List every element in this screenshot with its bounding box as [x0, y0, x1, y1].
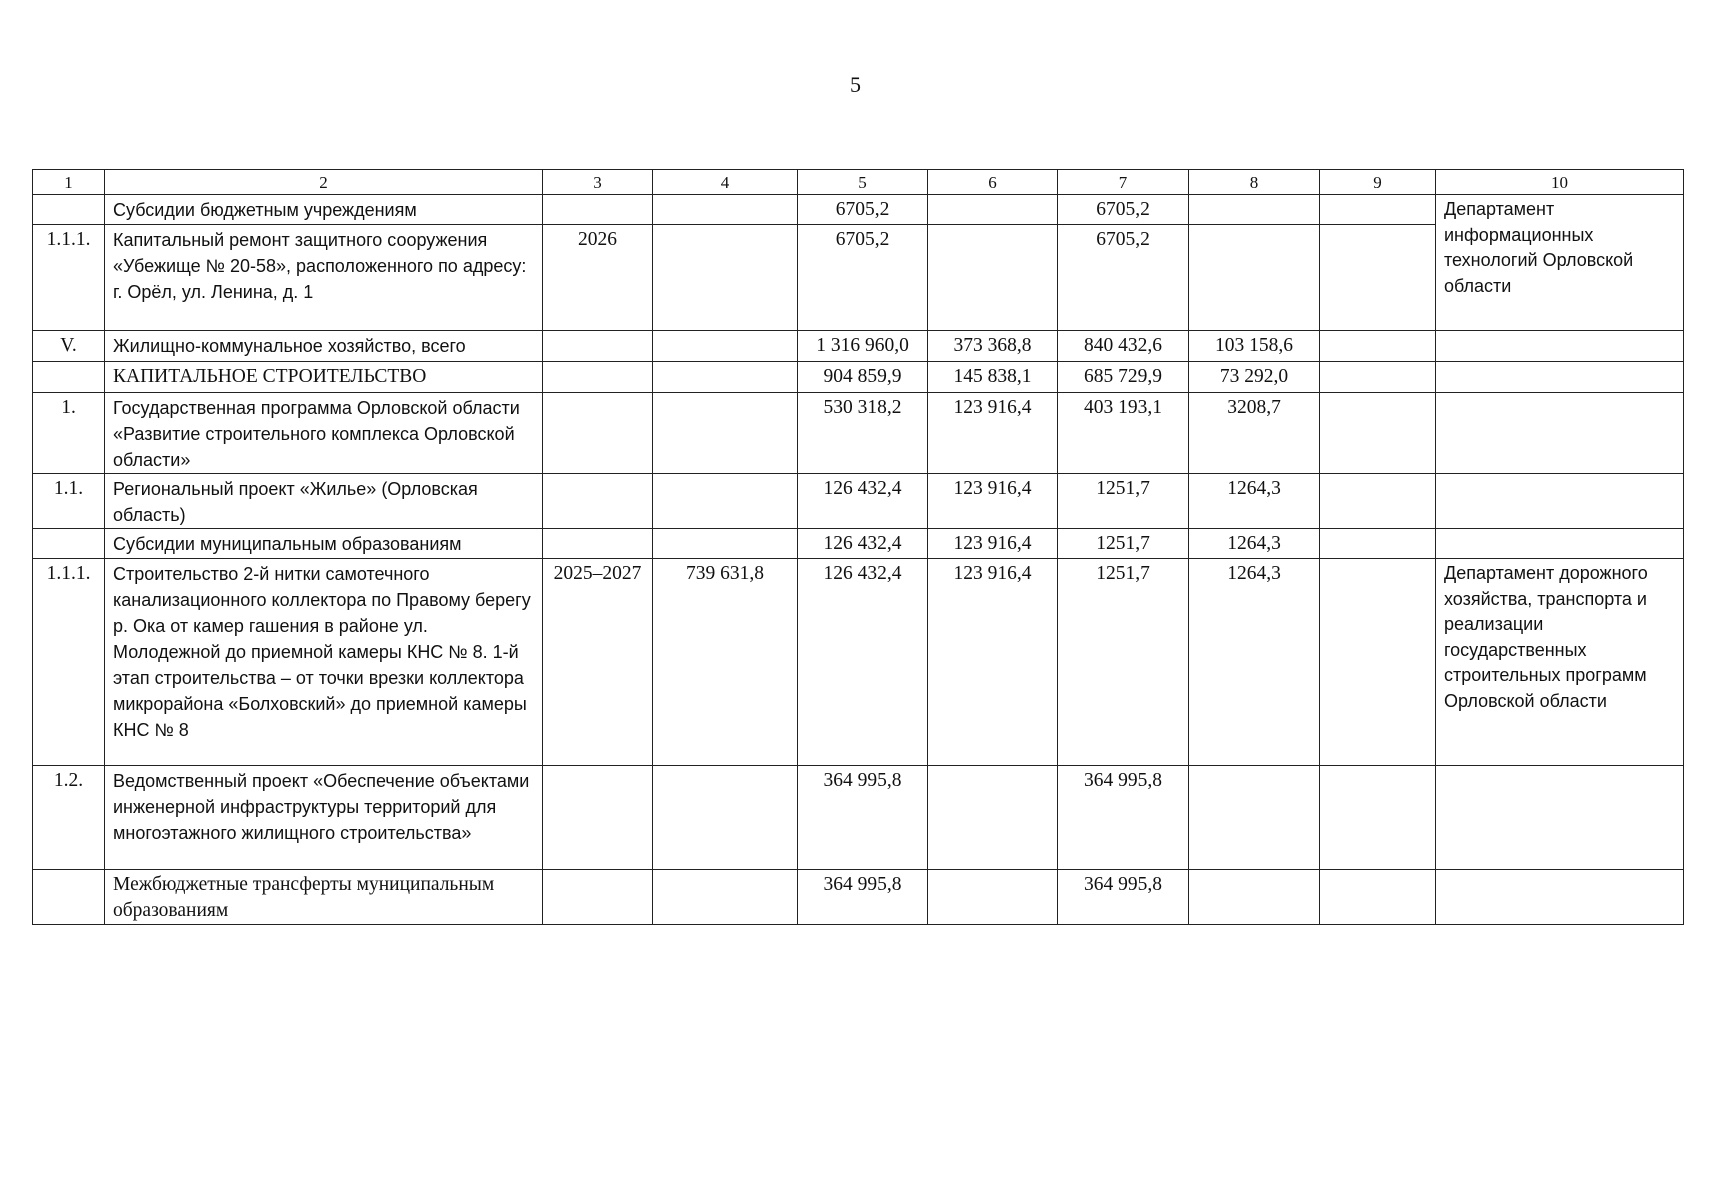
row-col9: [1320, 331, 1436, 362]
responsible-department: [1436, 331, 1684, 362]
row-years: [543, 195, 653, 225]
row-col4: [653, 362, 798, 393]
responsible-department: [1436, 474, 1684, 529]
row-col9: [1320, 529, 1436, 559]
row-col9: [1320, 474, 1436, 529]
row-number: [33, 195, 105, 225]
row-col4: [653, 529, 798, 559]
table-row: [33, 393, 1684, 474]
row-col9: [1320, 393, 1436, 474]
row-col7: 6705,2: [1058, 225, 1189, 331]
row-col4: [653, 195, 798, 225]
row-title: Жилищно-коммунальное хозяйство, всего: [105, 331, 543, 362]
row-years: [543, 474, 653, 529]
row-col8: 1264,3: [1189, 529, 1320, 559]
header-cell: 4: [653, 170, 798, 195]
row-col8: 1264,3: [1189, 474, 1320, 529]
row-col9: [1320, 362, 1436, 393]
row-number: [33, 362, 105, 393]
row-col9: [1320, 766, 1436, 870]
row-number: 1.: [33, 393, 105, 474]
row-col4: [653, 225, 798, 331]
page-number: 5: [850, 72, 861, 97]
row-col7: 364 995,8: [1058, 870, 1189, 925]
row-number: [33, 529, 105, 559]
row-col7: 685 729,9: [1058, 362, 1189, 393]
row-col8: [1189, 766, 1320, 870]
header-cell: 7: [1058, 170, 1189, 195]
responsible-department: Департамент дорожного хозяйства, транспорта и реализации государственных строительных программ Орловской области: [1436, 559, 1684, 766]
row-col6: [928, 225, 1058, 331]
row-col9: [1320, 870, 1436, 925]
header-cell: 2: [105, 170, 543, 195]
row-number: 1.2.: [33, 766, 105, 870]
responsible-department: [1436, 870, 1684, 925]
row-years: [543, 393, 653, 474]
row-col4: [653, 474, 798, 529]
header-cell: 6: [928, 170, 1058, 195]
row-col7: 1251,7: [1058, 559, 1189, 766]
row-col6: [928, 870, 1058, 925]
header-cell: 10: [1436, 170, 1684, 195]
row-col6: 123 916,4: [928, 529, 1058, 559]
table-row: [33, 195, 1684, 225]
header-cell: 1: [33, 170, 105, 195]
row-col6: [928, 195, 1058, 225]
row-col4: [653, 331, 798, 362]
row-col7: 1251,7: [1058, 529, 1189, 559]
table-row: [33, 559, 1684, 766]
table-row: [33, 870, 1684, 925]
row-years: [543, 529, 653, 559]
row-years: [543, 870, 653, 925]
responsible-department: Департамент информационных технологий Орловской области: [1436, 195, 1684, 331]
row-number: 1.1.: [33, 474, 105, 529]
row-col5: 126 432,4: [798, 474, 928, 529]
row-col5: 6705,2: [798, 225, 928, 331]
row-years: 2026: [543, 225, 653, 331]
row-number: [33, 870, 105, 925]
table-row: [33, 766, 1684, 870]
row-col7: 364 995,8: [1058, 766, 1189, 870]
row-title: КАПИТАЛЬНОЕ СТРОИТЕЛЬСТВО: [105, 362, 543, 393]
row-col7: 403 193,1: [1058, 393, 1189, 474]
row-col6: 373 368,8: [928, 331, 1058, 362]
row-title: Строительство 2-й нитки самотечного канализационного коллектора по Правому берегу р. Ока от камер гашения в районе ул. Молодежной до приемной камеры КНС № 8. 1-й этап строительства – от точки врезки коллектора микрорайона «Болховский» до приемной камеры КНС № 8: [105, 559, 543, 766]
row-title: Субсидии муниципальным образованиям: [105, 529, 543, 559]
row-title: Межбюджетные трансферты муниципальным образованиям: [105, 870, 543, 925]
responsible-department: [1436, 766, 1684, 870]
row-col4: [653, 393, 798, 474]
row-col6: [928, 766, 1058, 870]
row-col9: [1320, 225, 1436, 331]
table-row: [33, 529, 1684, 559]
row-col6: 123 916,4: [928, 559, 1058, 766]
row-years: [543, 362, 653, 393]
row-title: Капитальный ремонт защитного сооружения «Убежище № 20-58», расположенного по адресу: г. Орёл, ул. Ленина, д. 1: [105, 225, 543, 331]
row-col8: [1189, 195, 1320, 225]
row-col5: 1 316 960,0: [798, 331, 928, 362]
row-title: Субсидии бюджетным учреждениям: [105, 195, 543, 225]
header-cell: 5: [798, 170, 928, 195]
table-row: [33, 474, 1684, 529]
row-col5: 904 859,9: [798, 362, 928, 393]
row-title: Региональный проект «Жилье» (Орловская область): [105, 474, 543, 529]
responsible-department: [1436, 362, 1684, 393]
row-col8: 73 292,0: [1189, 362, 1320, 393]
row-number: 1.1.1.: [33, 225, 105, 331]
row-col4: 739 631,8: [653, 559, 798, 766]
row-years: 2025–2027: [543, 559, 653, 766]
row-col4: [653, 870, 798, 925]
row-col9: [1320, 559, 1436, 766]
row-col6: 145 838,1: [928, 362, 1058, 393]
table-header-row: [33, 170, 1684, 195]
row-title: Ведомственный проект «Обеспечение объектами инженерной инфраструктуры территорий для многоэтажного жилищного строительства»: [105, 766, 543, 870]
row-col8: 3208,7: [1189, 393, 1320, 474]
row-col7: 6705,2: [1058, 195, 1189, 225]
table-row: [33, 331, 1684, 362]
header-cell: 9: [1320, 170, 1436, 195]
row-col6: 123 916,4: [928, 393, 1058, 474]
row-col5: 6705,2: [798, 195, 928, 225]
row-number: 1.1.1.: [33, 559, 105, 766]
row-col8: [1189, 225, 1320, 331]
header-cell: 8: [1189, 170, 1320, 195]
responsible-department: [1436, 393, 1684, 474]
row-col5: 530 318,2: [798, 393, 928, 474]
row-col8: 1264,3: [1189, 559, 1320, 766]
row-col7: 840 432,6: [1058, 331, 1189, 362]
row-col6: 123 916,4: [928, 474, 1058, 529]
row-col4: [653, 766, 798, 870]
row-col8: [1189, 870, 1320, 925]
budget-table: [32, 169, 1684, 925]
row-col9: [1320, 195, 1436, 225]
responsible-department: [1436, 529, 1684, 559]
row-col7: 1251,7: [1058, 474, 1189, 529]
table-row: [33, 362, 1684, 393]
row-years: [543, 766, 653, 870]
row-col5: 364 995,8: [798, 766, 928, 870]
row-col5: 126 432,4: [798, 559, 928, 766]
header-cell: 3: [543, 170, 653, 195]
row-years: [543, 331, 653, 362]
row-number: V.: [33, 331, 105, 362]
row-title: Государственная программа Орловской области «Развитие строительного комплекса Орловской области»: [105, 393, 543, 474]
row-col5: 126 432,4: [798, 529, 928, 559]
row-col8: 103 158,6: [1189, 331, 1320, 362]
row-col5: 364 995,8: [798, 870, 928, 925]
